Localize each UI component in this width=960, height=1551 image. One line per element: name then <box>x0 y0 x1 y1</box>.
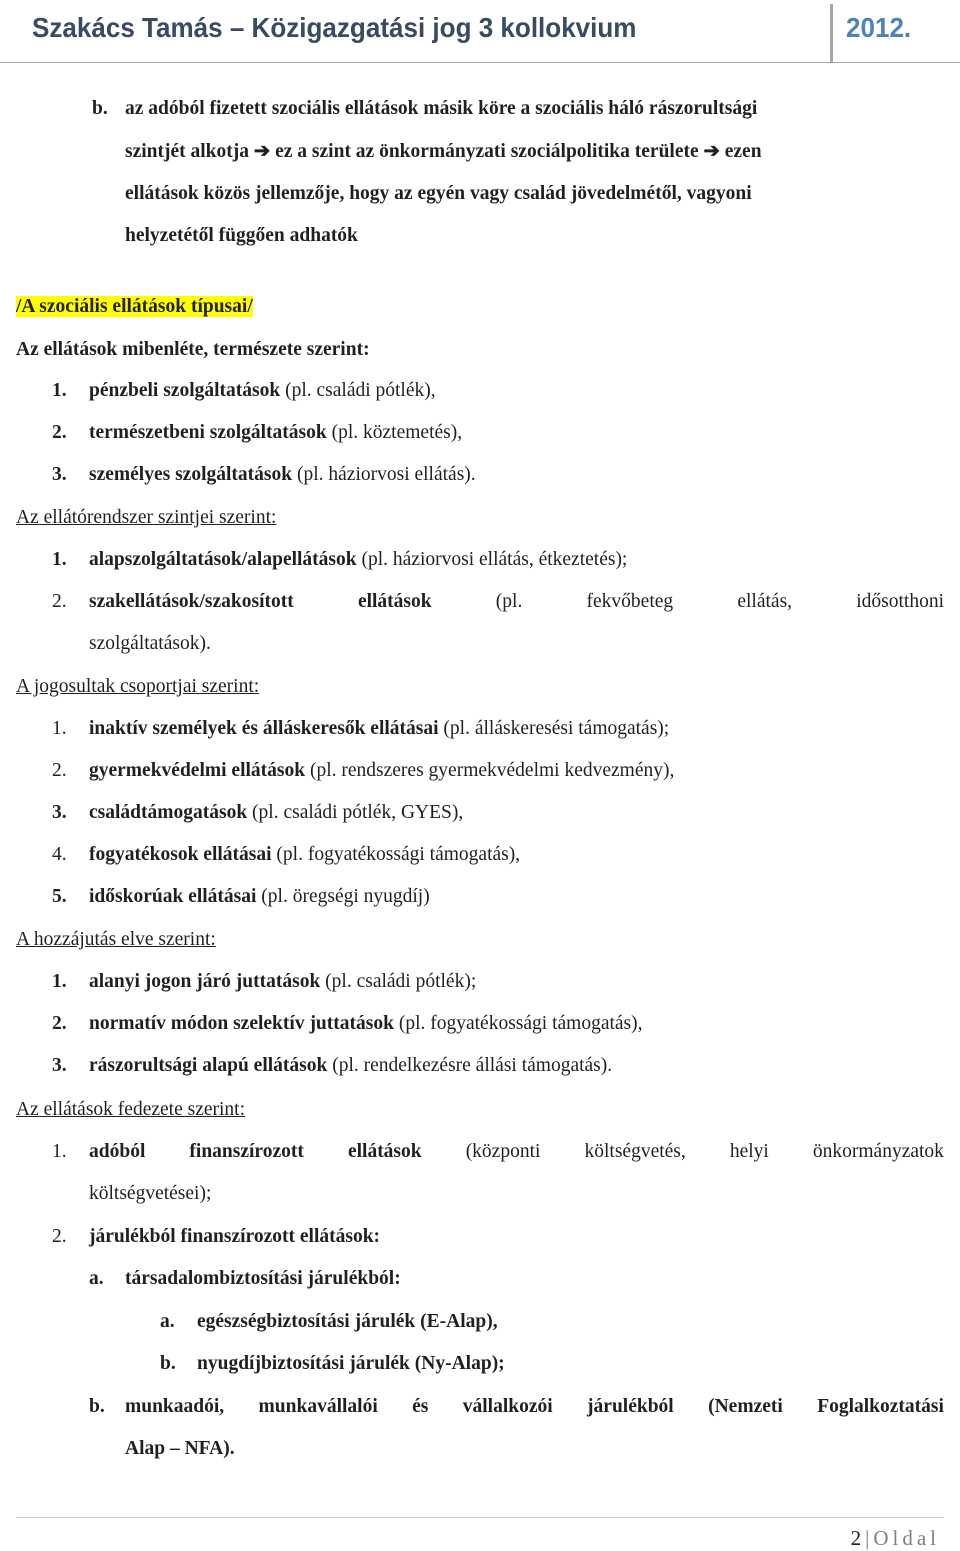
list-item-text: fogyatékosok ellátásai (pl. fogyatékossági támogatás), <box>89 844 521 865</box>
list-item: 4. <box>52 844 67 865</box>
list-item-text: járulékból finanszírozott ellátások: <box>89 1226 381 1247</box>
list-item-text: családtámogatások (pl. családi pótlék, GYES), <box>89 802 464 823</box>
section-heading: Az ellátások fedezete szerint: <box>16 1099 246 1120</box>
section-heading: A hozzájutás elve szerint: <box>16 929 216 950</box>
arrow-icon: ➔ <box>253 141 271 162</box>
arrow-icon: ➔ <box>703 141 720 162</box>
footer-rule <box>16 1517 944 1518</box>
list-item: 1. <box>52 380 67 401</box>
types-heading: /A szociális ellátások típusai/ <box>16 296 253 317</box>
list-item: 1. <box>52 549 67 570</box>
list-item-text: inaktív személyek és álláskeresők ellátásai (pl. álláskeresési támogatás); <box>89 718 670 739</box>
section-heading: A jogosultak csoportjai szerint: <box>16 676 260 697</box>
section-heading: Az ellátórendszer szintjei szerint: <box>16 507 277 528</box>
list-item-text-justified: adóból finanszírozott ellátások (központi költségvetés, helyi önkormányzatok <box>89 1141 944 1162</box>
list-item: 2. <box>52 760 67 781</box>
intro-line-4: helyzetétől függően adhatók <box>125 225 358 246</box>
list-item-continuation: szolgáltatások). <box>89 633 211 654</box>
list-item-text: gyermekvédelmi ellátások (pl. rendszeres gyermekvédelmi kedvezmény), <box>89 760 675 781</box>
page-header <box>0 0 960 66</box>
sub-sub-item-marker: a. <box>160 1311 175 1332</box>
list-item-continuation: költségvetései); <box>89 1183 212 1204</box>
section-heading: Az ellátások mibenléte, természete szerint: <box>16 339 370 360</box>
list-item-text: rászorultsági alapú ellátások (pl. rendelkezésre állási támogatás). <box>89 1055 613 1076</box>
header-year: 2012. <box>846 12 912 43</box>
page-word: Oldal <box>873 1526 940 1550</box>
intro-line-1: az adóból fizetett szociális ellátások másik köre a szociális háló rászorultsági <box>125 98 758 119</box>
list-item-text: időskorúak ellátásai (pl. öregségi nyugdíj) <box>89 886 430 907</box>
list-item-text: alanyi jogon járó juttatások (pl. családi pótlék); <box>89 971 477 992</box>
sub-sub-item-text: nyugdíjbiztosítási járulék (Ny-Alap); <box>197 1353 505 1374</box>
intro-line-3: ellátások közös jellemzője, hogy az egyén vagy család jövedelmétől, vagyoni <box>125 183 752 204</box>
header-separator <box>830 4 833 62</box>
list-item: 3. <box>52 802 67 823</box>
header-rule <box>0 62 960 63</box>
list-item: 2. <box>52 591 67 612</box>
page-number: 2 <box>850 1526 862 1550</box>
sub-item-marker: b. <box>89 1396 105 1417</box>
sub-item-text-justified: munkaadói, munkavállalói és vállalkozói járulékból (Nemzeti Foglalkoztatási <box>125 1396 944 1417</box>
list-item: 5. <box>52 886 67 907</box>
page-footer <box>851 1526 940 1551</box>
header-title: Szakács Tamás – Közigazgatási jog 3 kollokvium <box>32 12 637 43</box>
list-item-text-justified: szakellátások/szakosított ellátások (pl. fekvőbeteg ellátás, idősotthoni <box>89 591 944 612</box>
intro-line-2: szintjét alkotja ➔ ez a szint az önkormányzati szociálpolitika területe ➔ ezen <box>125 141 762 162</box>
footer-separator: | <box>865 1526 870 1550</box>
list-item: 2. <box>52 1013 67 1034</box>
list-item-text: normatív módon szelektív juttatások (pl. fogyatékossági támogatás), <box>89 1013 643 1034</box>
sub-item-continuation: Alap – NFA). <box>125 1438 235 1459</box>
sub-item-text: társadalombiztosítási járulékból: <box>125 1268 401 1289</box>
list-item: 1. <box>52 1141 67 1162</box>
list-item-text: pénzbeli szolgáltatások (pl. családi pótlék), <box>89 380 436 401</box>
list-item: 3. <box>52 464 67 485</box>
list-item: 1. <box>52 971 67 992</box>
list-item: 3. <box>52 1055 67 1076</box>
list-item-text: alapszolgáltatások/alapellátások (pl. háziorvosi ellátás, étkeztetés); <box>89 549 628 570</box>
list-item-text: természetbeni szolgáltatások (pl. köztemetés), <box>89 422 463 443</box>
list-item: 2. <box>52 1226 67 1247</box>
intro-marker: b. <box>92 98 108 119</box>
sub-item-marker: a. <box>89 1268 104 1289</box>
list-item: 2. <box>52 422 67 443</box>
list-item-text: személyes szolgáltatások (pl. háziorvosi ellátás). <box>89 464 476 485</box>
sub-sub-item-text: egészségbiztosítási járulék (E-Alap), <box>197 1311 498 1332</box>
sub-sub-item-marker: b. <box>160 1353 176 1374</box>
list-item: 1. <box>52 718 67 739</box>
